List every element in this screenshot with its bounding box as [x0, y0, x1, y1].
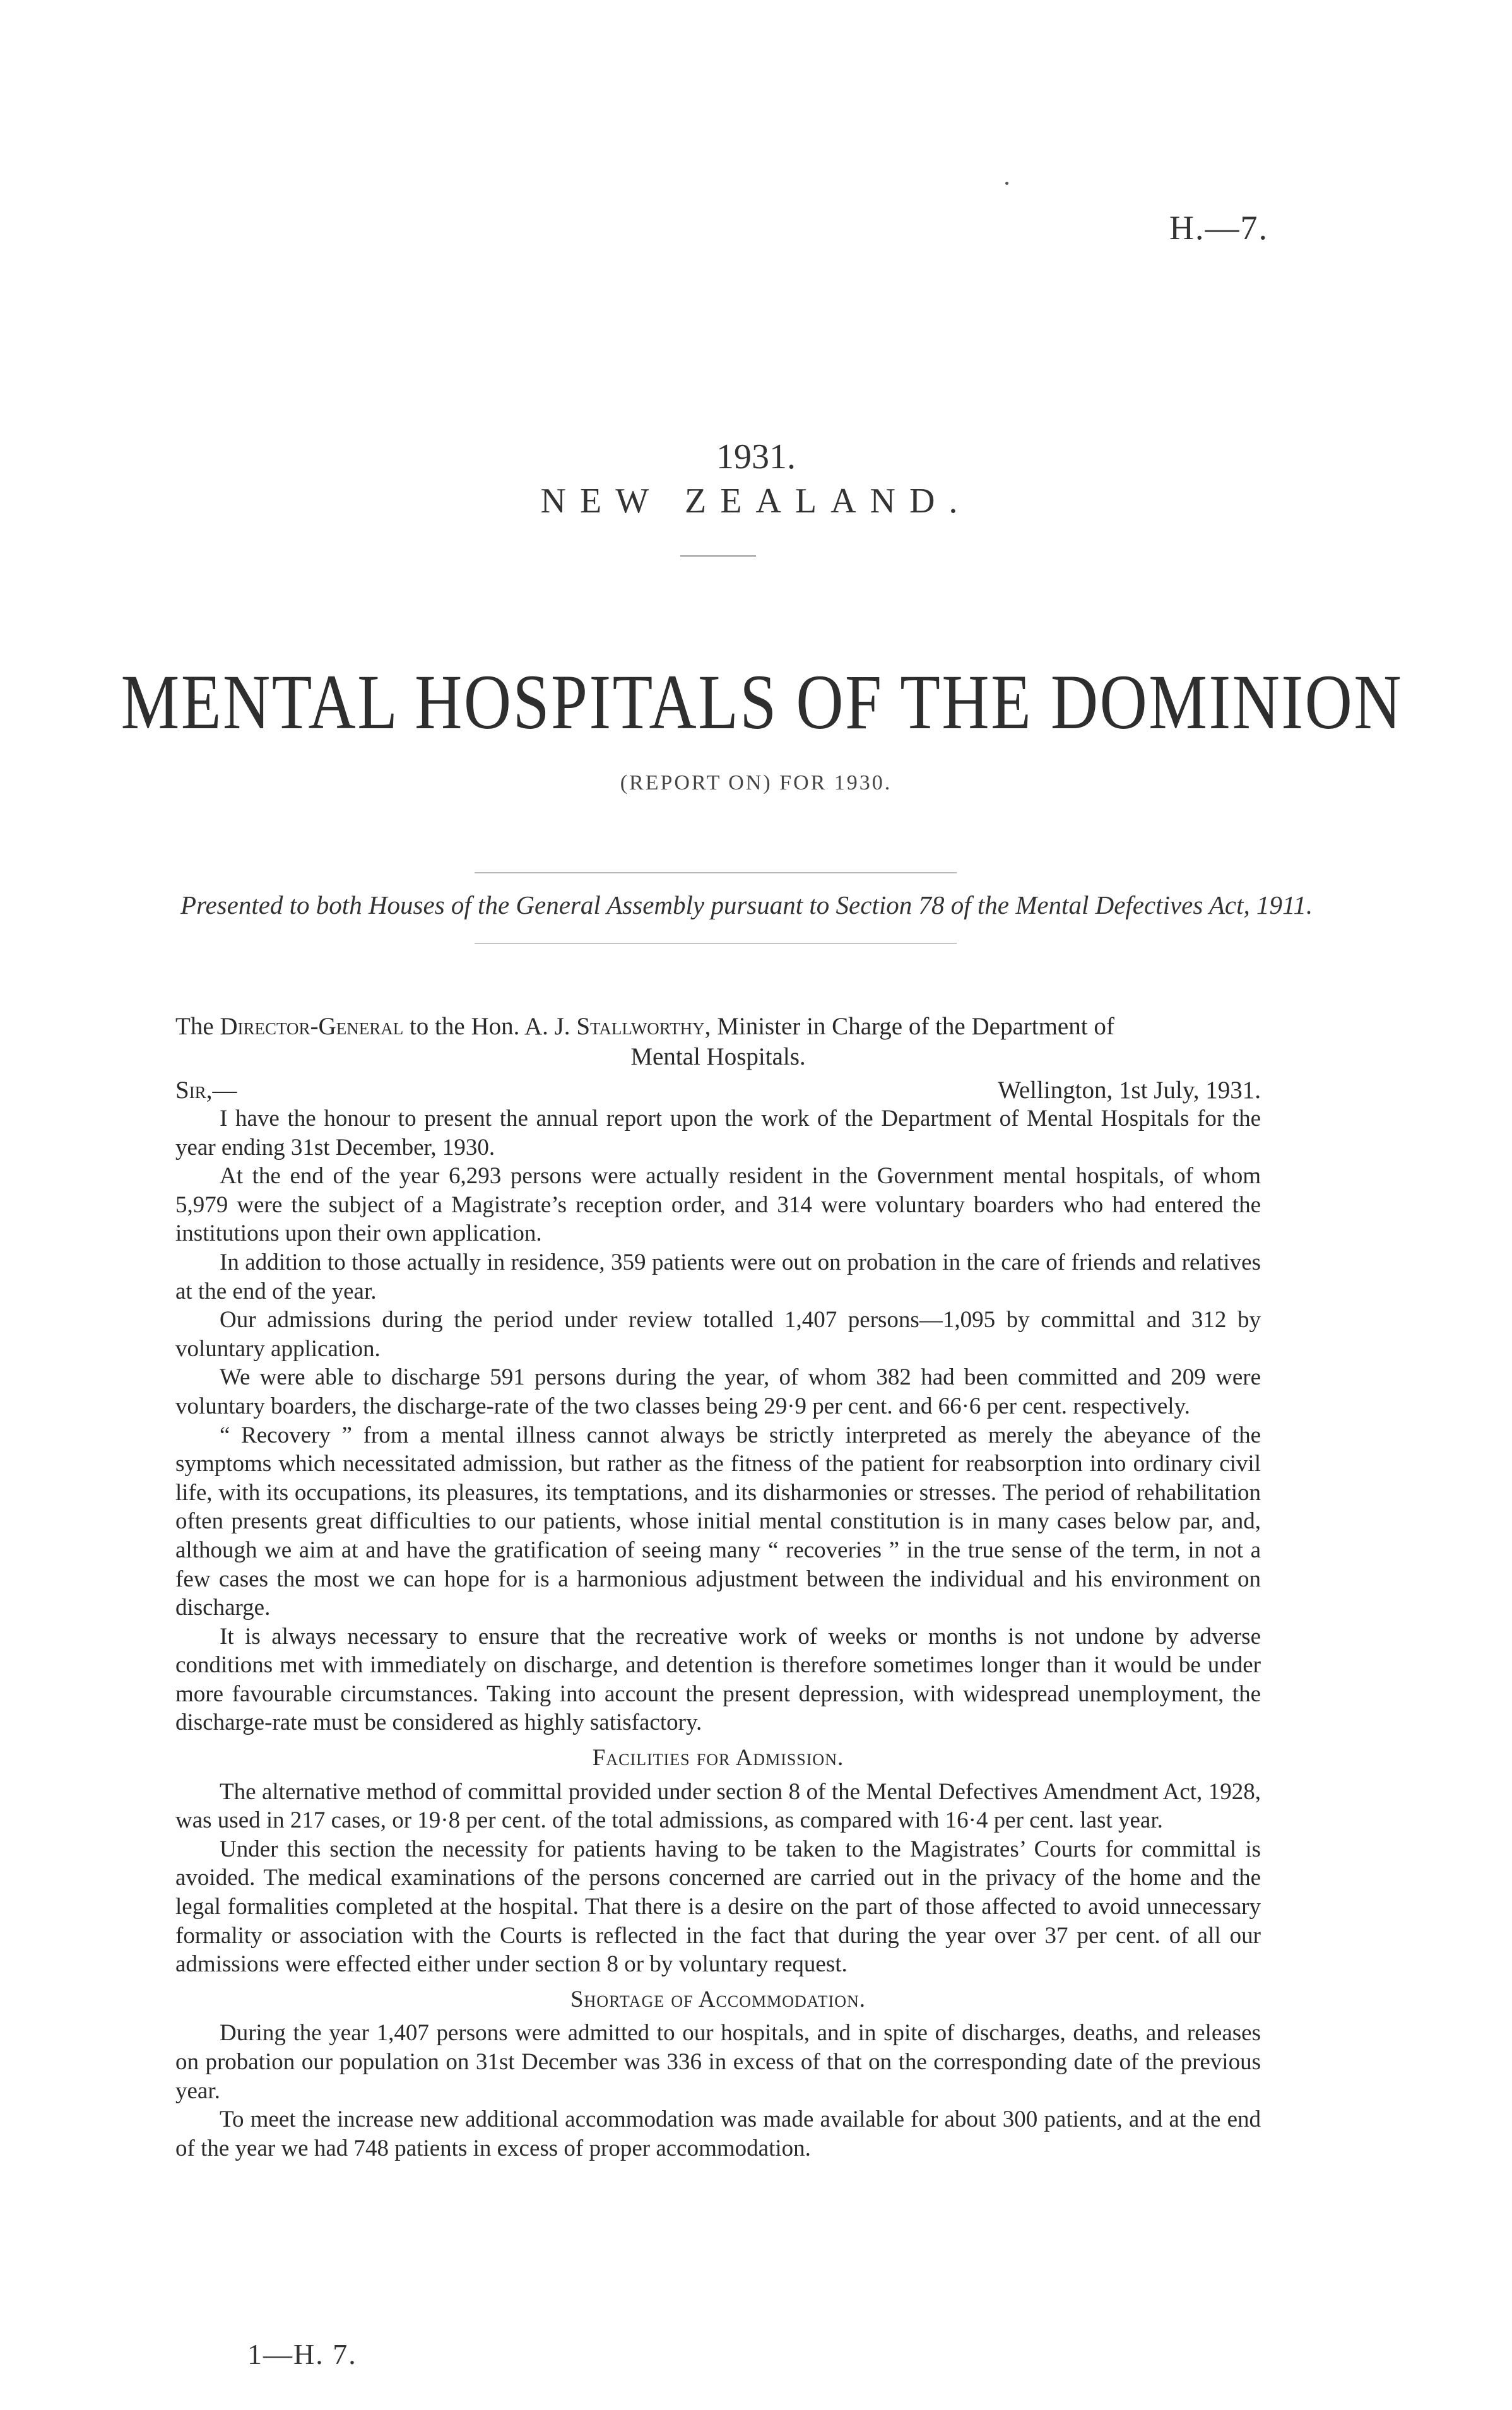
document-subtitle: (REPORT ON) FOR 1930. — [620, 771, 892, 794]
paragraph: It is always necessary to ensure that the recreative work of weeks or months is not undone by adverse conditions met with immediately on discharge, and detention is therefore sometimes longer than it would be under more favourable circumstances. Taking into account the present depression, with widespread unemployment, the discharge-rate must be considered as highly satisfactory. — [175, 1623, 1261, 1736]
paragraph: We were able to discharge 591 persons during the year, of whom 382 had been committed and 209 were voluntary boarders, the discharge-rate of the two classes being 29·9 per cent. and 66·6 per cent. respectively. — [175, 1364, 1261, 1419]
addressee-name: Stallworthy, — [576, 1013, 711, 1040]
paragraph: I have the honour to present the annual report upon the work of the Department of Mental Hospitals for the year ending 31st December, 1930. — [175, 1106, 1261, 1161]
addressee-role: Minister in Charge of the Department of — [717, 1013, 1114, 1040]
dateline: Wellington, 1st July, 1931. — [998, 1077, 1261, 1104]
addressee-to: to the Hon. A. J. — [409, 1013, 570, 1040]
addressee-from-title: Director-General — [220, 1013, 404, 1040]
letter-addressee — [175, 1012, 1261, 1041]
addressee-from: The — [175, 1013, 214, 1040]
paragraph: At the end of the year 6,293 persons were actually resident in the Government mental hospitals, of whom 5,979 were the subject of a Magistrate’s reception order, and 314 were voluntary boarders who had entered the institutions upon their own application. — [175, 1163, 1261, 1247]
paragraph: The alternative method of committal provided under section 8 of the Mental Defectives Amendment Act, 1928, was used in 217 cases, or 19·8 per cent. of the total admissions, as compared with 16·4 per cent. last year. — [175, 1778, 1261, 1834]
report-year: 1931. — [716, 437, 796, 476]
paragraph: To meet the increase new additional accommodation was made available for about 300 patients, and at the end of the year we had 748 patients in excess of proper accommodation. — [175, 2106, 1261, 2161]
sheet-reference: 1—H. 7. — [247, 2338, 357, 2370]
presentation-note: Presented to both Houses of the General Assembly pursuant to Section 78 of the Mental Defectives Act, 1911. — [180, 890, 1313, 919]
salutation: Sir,— — [175, 1077, 237, 1104]
section-heading: Shortage of Accommodation. — [570, 1986, 866, 2012]
divider-lower — [475, 943, 957, 944]
paragraph: During the year 1,407 persons were admitted to our hospitals, and in spite of discharges, deaths, and releases on probation our population on 31st December was 336 in excess of that on the corresponding date of the previous year. — [175, 2020, 1261, 2104]
paragraph: In addition to those actually in residence, 359 patients were out on probation in the care of friends and relatives at the end of the year. — [175, 1249, 1261, 1304]
paragraph: “ Recovery ” from a mental illness cannot always be strictly interpreted as merely the abeyance of the symptoms which necessitated admission, but rather as the fitness of the patient for reabsorption into ordinary civil life, with its occupations, its pleasures, its temptations, and its disharmonies or stresses. The period of rehabilitation often presents great difficulties to our patients, whose initial mental constitution is in many cases below par, and, although we aim at and have the gratification of seeing many “ recoveries ” in the true sense of the term, in not a few cases the most we can hope for is a harmonious adjustment between the individual and his environment on discharge. — [175, 1422, 1261, 1621]
page-reference: H.—7. — [1169, 209, 1268, 247]
addressee-continuation: Mental Hospitals. — [630, 1043, 806, 1070]
paragraph: Our admissions during the period under review totalled 1,407 persons—1,095 by committal and 312 by voluntary application. — [175, 1307, 1261, 1362]
divider-upper — [475, 872, 957, 873]
section-heading: Facilities for Admission. — [592, 1745, 844, 1771]
title-divider — [680, 555, 756, 557]
paragraph: Under this section the necessity for patients having to be taken to the Magistrates’ Courts for committal is avoided. The medical examinations of the persons concerned are carried out in the privacy of the home and the legal formalities completed at the hospital. That there is a desire on the part of those affected to avoid unnecessary formality or association with the Courts is reflected in the fact that during the year over 37 per cent. of all our admissions were effected either under section 8 or by voluntary request. — [175, 1836, 1261, 1978]
report-body — [175, 1104, 1261, 2163]
country-heading: NEW ZEALAND. — [540, 481, 972, 521]
print-speck — [1005, 182, 1008, 185]
document-title: MENTAL HOSPITALS OF THE DOMINION — [121, 659, 1403, 745]
